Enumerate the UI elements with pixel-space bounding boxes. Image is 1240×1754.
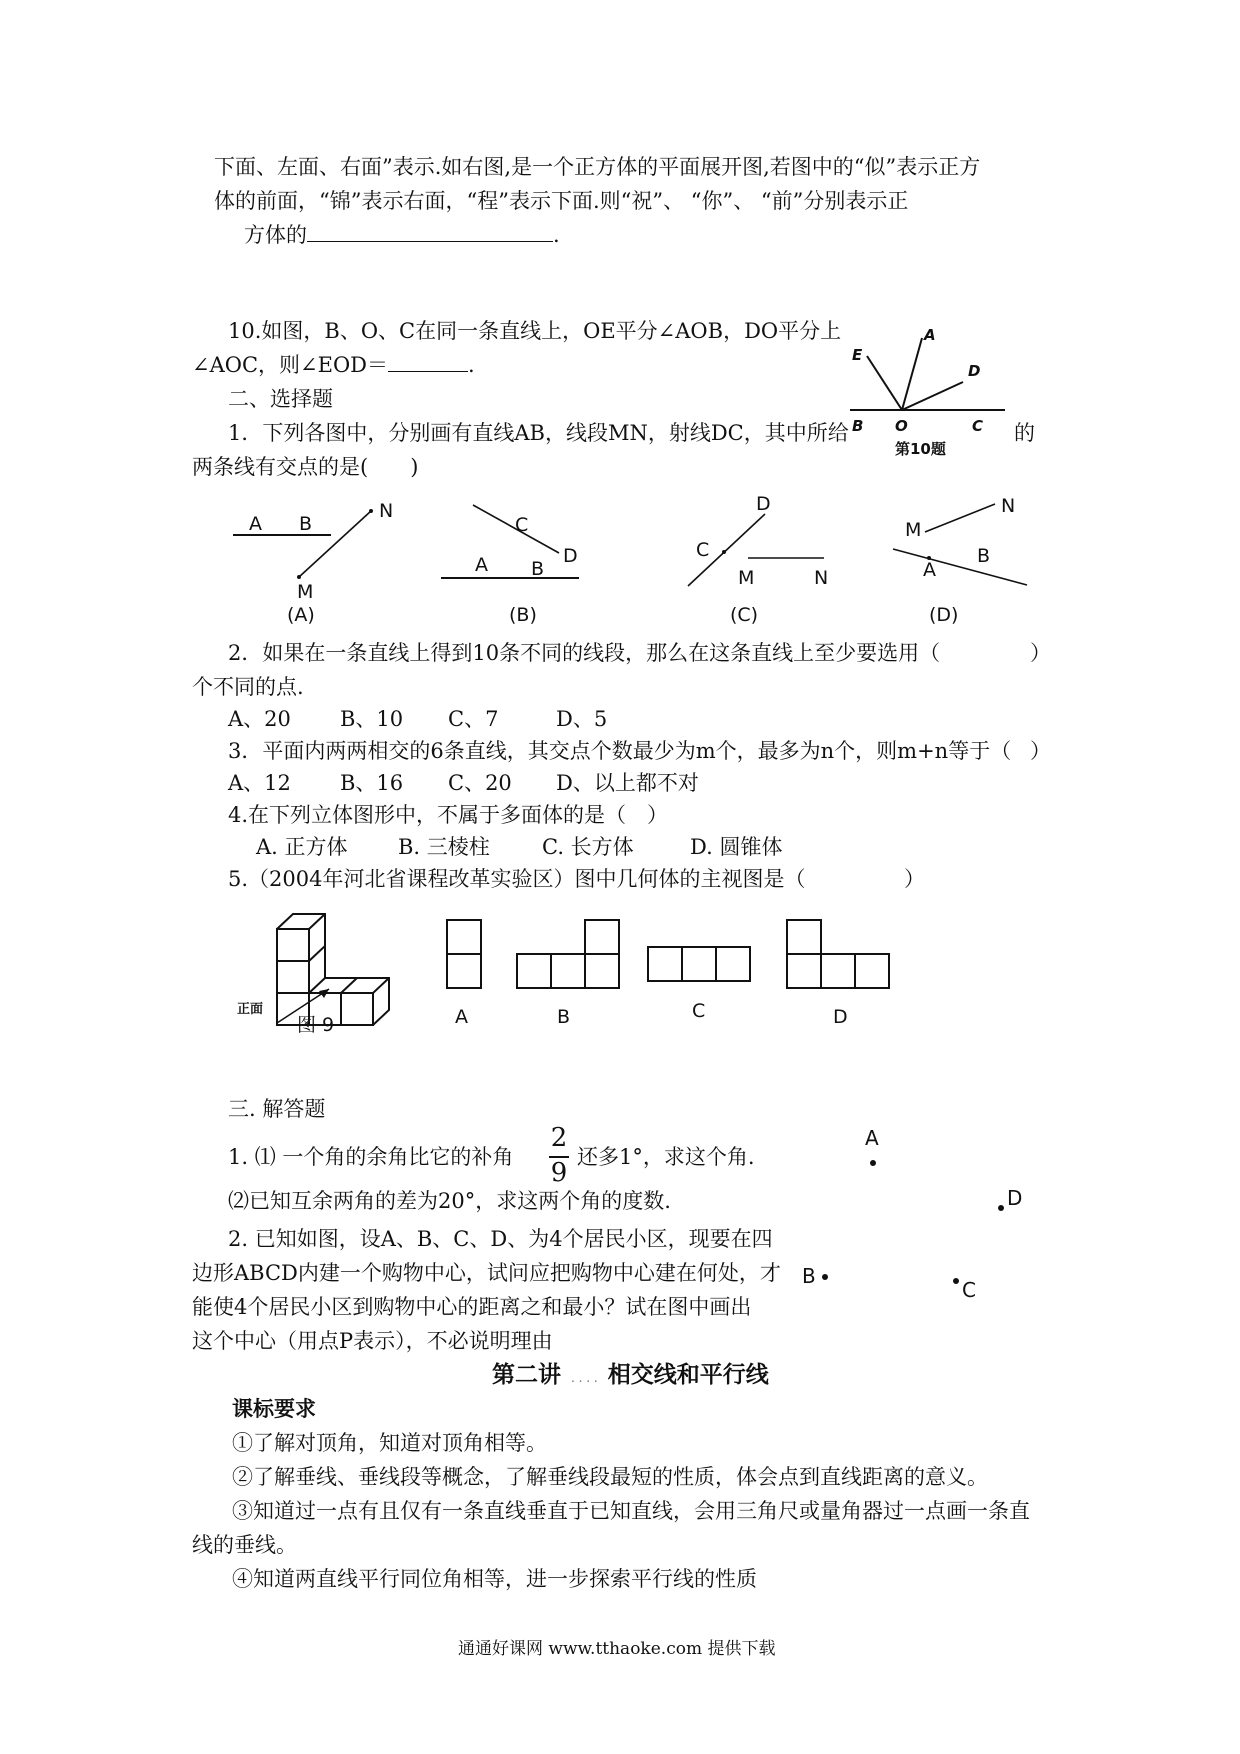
- fraction-denominator: 9: [550, 1158, 568, 1188]
- s2-q3-option-b: B、16: [340, 771, 404, 795]
- requirement-4: ④知道两直线平行同位角相等，进一步探索平行线的性质: [232, 1567, 757, 1591]
- q10-fig-caption: 第10题: [895, 440, 946, 458]
- s2-q5-line1: 5.（2004年河北省课程改革实验区）图中几何体的主视图是（: [228, 867, 806, 891]
- label-a: A: [924, 326, 936, 344]
- q5-fig-label: 图 9: [297, 1014, 335, 1035]
- q10-answer-blank: [388, 367, 468, 372]
- q1-caption-c: (C): [730, 604, 759, 625]
- front-view-mark: 正面: [237, 1002, 264, 1017]
- q10-line2-text: ∠AOC，则∠EOD＝: [192, 353, 389, 377]
- q1a-label-n: N: [379, 500, 394, 522]
- q1-figure-a: [225, 495, 410, 625]
- q1a-label-b: B: [299, 513, 313, 535]
- point-b-label: B: [802, 1264, 816, 1288]
- s2-q3-option-c: C、20: [448, 771, 512, 795]
- lecture2-title-b: 相交线和平行线: [607, 1361, 769, 1388]
- q1c-label-n: N: [814, 567, 829, 589]
- q5-figure-9: [235, 905, 410, 1035]
- q1d-label-n: N: [1001, 495, 1016, 517]
- s2-q3-option-d: D、以上都不对: [556, 771, 699, 795]
- s2-q2-paren: ）: [1030, 641, 1051, 665]
- q1a-label-a: A: [249, 513, 262, 535]
- s2-q4-option-a: A. 正方体: [256, 835, 348, 859]
- q1-figure-c: [680, 490, 860, 625]
- s3-q2-line1: 2. 已知如图，设A、B、C、D、为4个居民小区，现要在四: [228, 1227, 773, 1251]
- q1-figure-d: [885, 490, 1040, 625]
- q1d-label-m: M: [905, 519, 922, 541]
- page-footer: 通通好课网 www.tthaoke.com 提供下载: [458, 1639, 776, 1659]
- q1c-label-m: M: [738, 567, 755, 589]
- q9-line3-end: .: [553, 223, 560, 247]
- q5-option-d: [775, 905, 900, 1030]
- q9-answer-blank: [307, 237, 553, 242]
- q1-caption-d: (D): [929, 604, 959, 625]
- q5-option-b: [505, 905, 625, 1030]
- s2-q2-option-b: B、10: [340, 707, 404, 731]
- q1b-label-d: D: [563, 545, 578, 567]
- label-e: E: [852, 346, 863, 364]
- section2-heading: 二、选择题: [228, 387, 333, 411]
- lecture2-title: [492, 1360, 769, 1393]
- s2-q3-line1: 3．平面内两两相交的6条直线，其交点个数最少为m个，最多为n个，则m+n等于（: [228, 739, 1012, 763]
- s2-q1-line1: 1．下列各图中，分别画有直线AB，线段MN，射线DC，其中所给: [228, 421, 849, 445]
- q10-line2-end: .: [468, 353, 475, 377]
- s2-q4-option-b: B. 三棱柱: [398, 835, 490, 859]
- s2-q4-option-c: C. 长方体: [542, 835, 634, 859]
- point-d-label: D: [1007, 1186, 1023, 1210]
- label-b: B: [852, 417, 864, 435]
- s2-q2-option-d: D、5: [556, 707, 608, 731]
- q1d-label-a: A: [923, 559, 936, 581]
- s2-q2-option-c: C、7: [448, 707, 499, 731]
- lecture2-title-a: 第二讲: [492, 1361, 561, 1388]
- s2-q3-option-a: A、12: [228, 771, 291, 795]
- label-o: O: [895, 417, 908, 435]
- q5-option-a-label: A: [455, 1006, 468, 1028]
- s2-q2-line2: 个不同的点.: [192, 675, 304, 699]
- s2-q4-option-d: D. 圆锥体: [690, 835, 783, 859]
- q1-caption-b: (B): [509, 604, 537, 625]
- fraction-numerator: 2: [550, 1123, 568, 1153]
- s3-q1b: ⑵已知互余两角的差为20°，求这两个角的度数.: [228, 1189, 671, 1213]
- label-d: D: [968, 362, 981, 380]
- s2-q2-option-a: A、20: [228, 707, 291, 731]
- section3-heading: 三. 解答题: [228, 1097, 326, 1121]
- s3-q1a-post: 还多1°，求这个角.: [577, 1145, 755, 1169]
- q9-line3-text: 方体的: [244, 223, 307, 247]
- s3-q2-line3: 能使4个居民小区到购物中心的距离之和最小？试在图中画出: [192, 1295, 752, 1319]
- q9-line1: 下面、左面、右面”表示.如右图,是一个正方体的平面展开图,若图中的“似”表示正方: [214, 155, 981, 179]
- q5-option-c: [640, 905, 760, 1030]
- q5-option-a: [435, 905, 505, 1030]
- point-d: [998, 1205, 1004, 1211]
- s3-q2-line2: 边形ABCD内建一个购物中心，试问应把购物中心建在何处，才: [192, 1261, 781, 1285]
- point-a-label: A: [865, 1126, 879, 1150]
- q10-line1: 10.如图，B、O、C在同一条直线上，OE平分∠AOB，DO平分上: [228, 319, 842, 343]
- s2-q3-paren: ）: [1030, 739, 1051, 763]
- point-c: [953, 1278, 959, 1284]
- s2-q5-paren: ）: [904, 867, 925, 891]
- residential-points-figure: [785, 1125, 1030, 1310]
- curriculum-requirements-heading: 课标要求: [232, 1396, 316, 1421]
- requirement-1: ①了解对顶角，知道对顶角相等。: [232, 1431, 547, 1455]
- q1b-label-b: B: [531, 558, 545, 580]
- q5-option-c-label: C: [692, 1000, 706, 1022]
- s3-q1a-pre: 1. ⑴ 一个角的余角比它的补角: [228, 1145, 514, 1169]
- requirement-3a: ③知道过一点有且仅有一条直线垂直于已知直线，会用三角尺或量角器过一点画一条直: [232, 1499, 1030, 1523]
- point-c-label: C: [962, 1278, 976, 1302]
- q1a-label-m: M: [297, 581, 314, 603]
- requirement-3b: 线的垂线。: [192, 1533, 297, 1557]
- q10-line2: [192, 352, 475, 378]
- point-b: [822, 1274, 828, 1280]
- point-a: [870, 1160, 876, 1166]
- s3-q2-line4: 这个中心（用点P表示），不必说明理由: [192, 1329, 553, 1353]
- q9-line2: 体的前面，“锦”表示右面，“程”表示下面.则“祝”、 “你”、 “前”分别表示正: [214, 189, 909, 213]
- label-c: C: [972, 417, 984, 435]
- q9-line3: [244, 222, 560, 248]
- lecture2-title-dots: . . . .: [571, 1371, 598, 1385]
- q5-option-d-label: D: [833, 1006, 848, 1028]
- q1b-label-a: A: [475, 554, 488, 576]
- ray-oa: [902, 338, 922, 410]
- q1b-label-c: C: [515, 514, 529, 536]
- q1c-label-d: D: [756, 493, 771, 515]
- q1c-label-c: C: [696, 539, 710, 561]
- requirement-2: ②了解垂线、垂线段等概念，了解垂线段最短的性质，体会点到直线距离的意义。: [232, 1465, 988, 1489]
- ray-od: [902, 382, 963, 410]
- q5-option-b-label: B: [557, 1006, 571, 1028]
- ray-oe: [867, 356, 902, 410]
- q1-figure-b: [435, 495, 615, 625]
- q1d-label-b: B: [977, 545, 991, 567]
- q10-angle-figure: [840, 320, 1015, 465]
- s2-q1-trailing: 的: [1014, 421, 1035, 445]
- s2-q4-line1: 4.在下列立体图形中，不属于多面体的是（ ）: [228, 803, 669, 827]
- s2-q2-line1: 2．如果在一条直线上得到10条不同的线段，那么在这条直线上至少要选用（: [228, 641, 941, 665]
- s2-q1-line2: 两条线有交点的是( ): [192, 455, 419, 479]
- q1-caption-a: (A): [287, 604, 315, 625]
